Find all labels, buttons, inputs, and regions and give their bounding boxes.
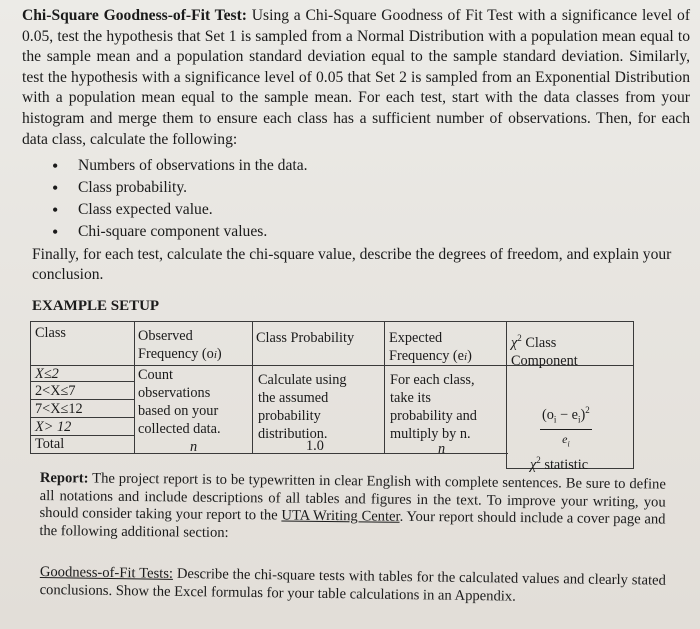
probability-desc: Calculate using the assumed probability distribution.: [258, 372, 347, 442]
report-paragraph: Report: The project report is to be typewritten in clear English with complete sentences. Be sure to define all notations and include descriptions of all tables and figures in the text. To improve your writing, you should consider taking your report to the UTA Writing Center. Your report should include a cover page and the following additional section:: [39, 470, 666, 541]
list-item: • Numbers of observations in the data.: [52, 155, 308, 177]
class-row-1: X≤2: [35, 366, 59, 382]
intro-heading: Chi-Square Goodness-of-Fit Test:: [22, 7, 247, 24]
chi-formula: $\frac{(o_i - e_i)^2}{e_i}$: [540, 401, 592, 453]
class-row-2: 2<X≤7: [35, 383, 76, 399]
list-item: • Class probability.: [52, 177, 308, 199]
intro-paragraph: [22, 6, 690, 150]
class-total: Total: [35, 436, 65, 452]
class-row-4: X> 12: [35, 419, 72, 435]
chi-statistic: $\chi^2$ statistic: [530, 455, 589, 473]
expected-total: n: [438, 441, 446, 457]
list-item: • Chi-square component values.: [52, 221, 308, 243]
example-table: [30, 321, 634, 473]
gof-label: Goodness-of-Fit Tests:: [39, 564, 174, 582]
final-paragraph: Finally, for each test, calculate the chi-square value, describe the degrees of freedom, and explain your conclusion.: [32, 246, 672, 283]
header-class: Class: [35, 325, 66, 341]
gof-paragraph: Goodness-of-Fit Tests: Describe the chi-square tests with tables for the calculated values and clearly stated conclusions. Show the Excel formulas for your table calculations in an Appendix.: [39, 564, 666, 605]
header-chi-component: $\chi^2$ Class Component: [511, 333, 578, 369]
report-label: Report:: [39, 470, 89, 487]
observed-total: n: [190, 439, 198, 455]
class-row-3: 7<X≤12: [35, 401, 83, 417]
intro-body: Using a Chi-Square Goodness of Fit Test with a significance level of 0.05, test the hypothesis that Set 1 is sampled from a Normal Distribution with a population mean equal to the sample mean and a population standard deviation equal to the sample standard deviation. Similarly, test the hypothesis with a significance level of 0.05 that Set 2 is sampled from an Exponential Distribution with a population mean equal to the sample mean. For each test, start with the data classes from your histogram and merge them to ensure each class has a sufficient number of observations. Then, for each data class, calculate the following:: [22, 7, 691, 148]
header-observed: Observed Frequency (oi): [138, 328, 222, 362]
uta-writing-center-link[interactable]: UTA Writing Center: [281, 507, 400, 525]
probability-total: 1.0: [306, 438, 324, 454]
list-item: • Class expected value.: [52, 199, 308, 221]
example-title: EXAMPLE SETUP: [32, 298, 160, 314]
calculation-list: [52, 155, 308, 243]
observed-desc: Count observations based on your collected data.: [138, 367, 221, 437]
expected-desc: For each class, take its probability and multiply by n.: [390, 372, 477, 442]
header-expected: Expected Frequency (ei): [389, 330, 472, 364]
header-probability: Class Probability: [256, 330, 355, 346]
